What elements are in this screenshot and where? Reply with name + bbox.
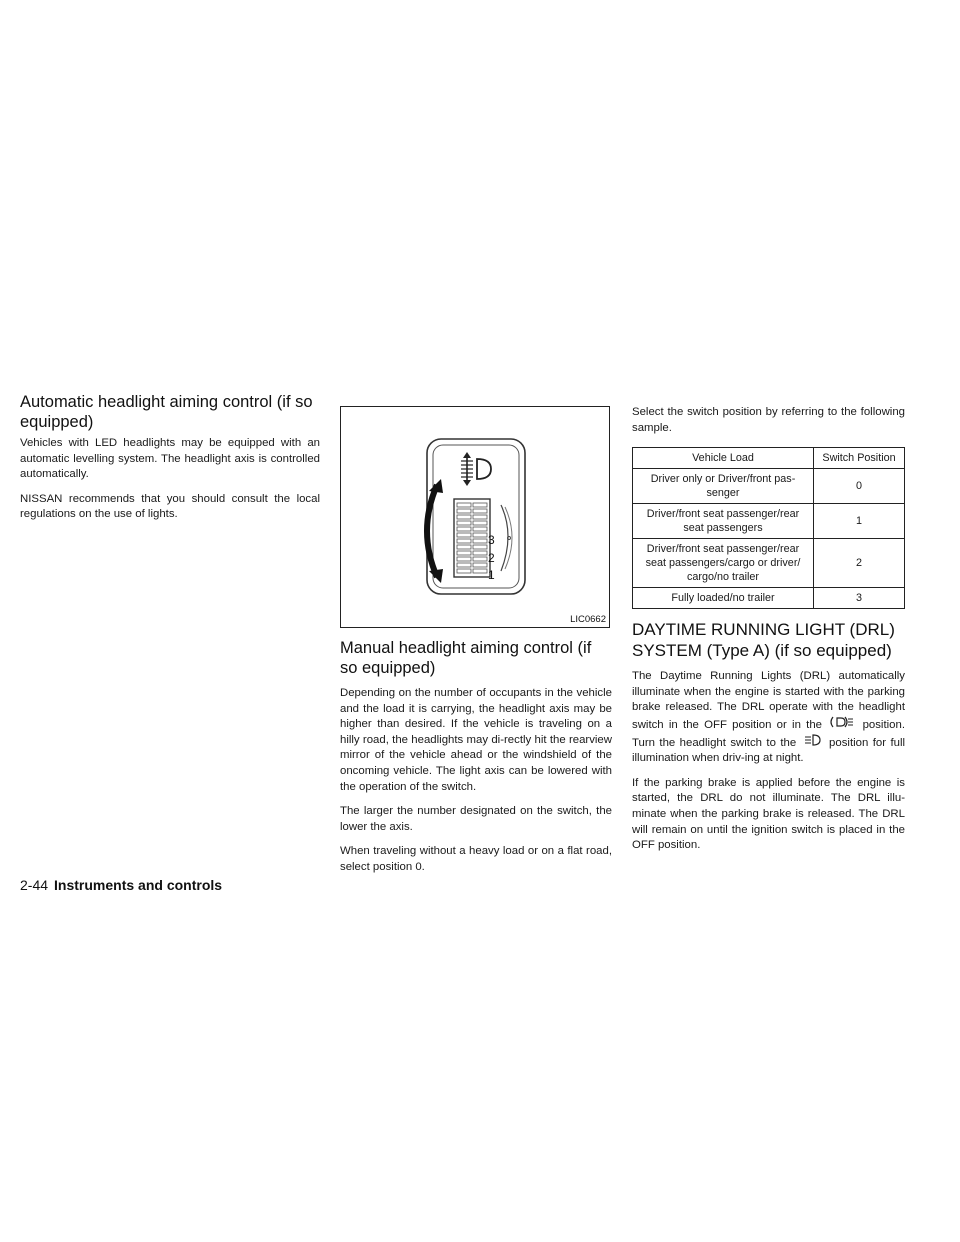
headlight-icon (803, 734, 823, 752)
manual-aim-para-3: When traveling without a heavy load or on a flat road, select position 0. (340, 845, 612, 873)
auto-aim-section (20, 392, 320, 532)
parking-light-icon (829, 716, 855, 734)
switch-number-3: 3 (488, 533, 495, 547)
table-row (633, 588, 905, 609)
drl-para-1 (632, 669, 905, 767)
table-row (633, 469, 905, 504)
page-number: 2-44 (20, 877, 49, 893)
page-footer (20, 877, 222, 893)
table-cell-load: Fully loaded/no trailer (633, 588, 814, 609)
auto-aim-para-2: NISSAN recommends that you should consult the local regulations on the use of lights. (20, 492, 320, 521)
table-cell-position: 2 (814, 539, 905, 588)
auto-aim-heading: Automatic headlight aiming control (if so equipped) (20, 393, 313, 431)
table-row (633, 539, 905, 588)
drl-para-1-a: The Daytime Running Lights (DRL) automatically illuminate when the engine is started with the parking brake released. The DRL operate with the headlight switch in the OFF position or in the (632, 670, 905, 731)
drl-para-2: If the parking brake is applied before the engine is started, the DRL do not illuminate. The DRL illu-minate when the parking brake is released. The DRL will remain on until the ignition switch is placed in the OFF position. (632, 776, 905, 852)
table-cell-position: 3 (814, 588, 905, 609)
table-row (633, 504, 905, 539)
auto-aim-para-1: Vehicles with LED headlights may be equipped with an automatic levelling system. The headlight axis is controlled automatically. (20, 437, 320, 481)
drl-heading: DAYTIME RUNNING LIGHT (DRL) SYSTEM (Type A) (if so equipped) (632, 620, 895, 661)
vehicle-load-table (632, 447, 905, 609)
select-intro: Select the switch position by referring to the following sample. (632, 406, 905, 434)
rotate-arrow-icon (427, 479, 443, 583)
manual-aim-para-2: The larger the number designated on the switch, the lower the axis. (340, 805, 612, 833)
drl-para-1-c: position for full illumination when driv-ing at night. (632, 736, 906, 765)
select-drl-section (632, 405, 905, 863)
table-header-load: Vehicle Load (633, 448, 814, 469)
table-cell-load: Driver/front seat passenger/rear seat passengers (633, 504, 814, 539)
table-header-position: Switch Position (814, 448, 905, 469)
drl-para-1-b: position. Turn the headlight switch to the (632, 718, 905, 749)
manual-aim-section (340, 406, 612, 885)
table-cell-position: 0 (814, 469, 905, 504)
headlight-aim-icon (461, 452, 491, 486)
table-cell-position: 1 (814, 504, 905, 539)
section-name: Instruments and controls (54, 877, 223, 893)
table-cell-load: Driver/front seat passenger/rear seat passengers/cargo or driver/ cargo/no trailer (633, 539, 814, 588)
manual-aim-para-1: Depending on the number of occupants in the vehicle and the load it is carrying, the headlight axis may be higher than desired. If the vehicle is traveling on a hilly road, the headlights may di-rectly hit the rearview mirror of the vehicle ahead or the windshield of the oncoming vehicle. The light axis can be lowered with the operation of the switch. (340, 687, 612, 793)
aiming-switch-illustration (341, 407, 611, 629)
switch-number-1: 1 (488, 568, 495, 582)
switch-figure (340, 406, 610, 628)
table-header-row (633, 448, 905, 469)
switch-number-2: 2 (488, 551, 495, 565)
table-cell-load: Driver only or Driver/front pas-senger (633, 469, 814, 504)
figure-code: LIC0662 (570, 614, 606, 625)
manual-aim-heading: Manual headlight aiming control (if so equipped) (340, 639, 592, 677)
